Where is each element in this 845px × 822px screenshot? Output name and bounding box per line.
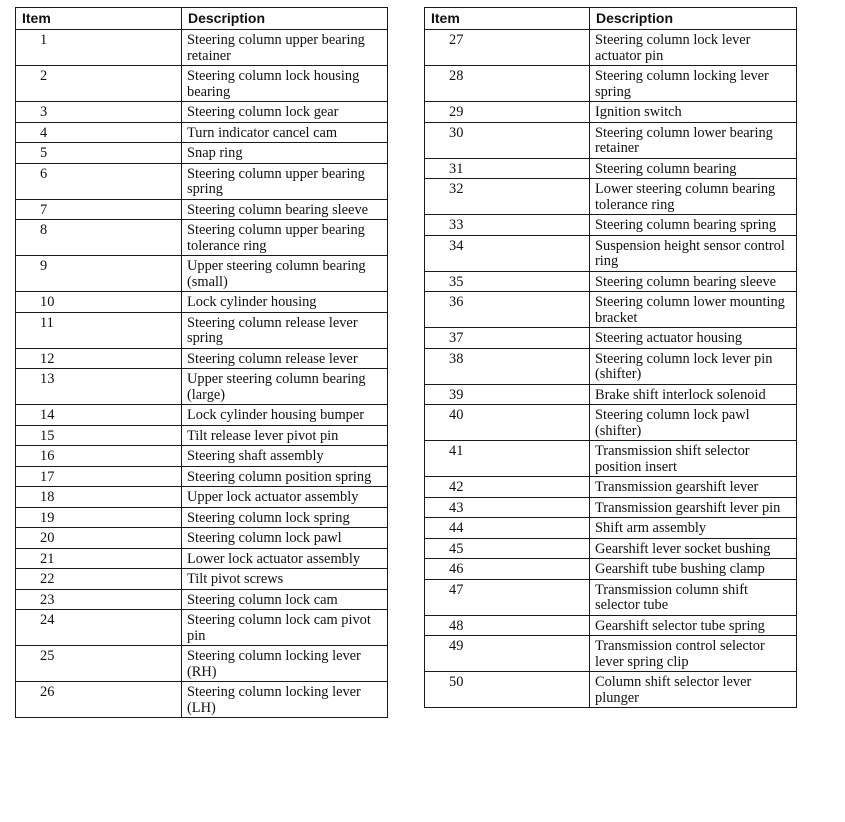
- table-row: [16, 548, 388, 569]
- table-header-row: [425, 8, 797, 30]
- table-row: [16, 589, 388, 610]
- item-description: Steering column bearing sleeve: [182, 199, 388, 220]
- item-description: Steering column lock lever actuator pin: [590, 30, 797, 66]
- item-description: Steering column lower mounting bracket: [590, 292, 797, 328]
- table-header-row: [16, 8, 388, 30]
- parts-table-left: [15, 7, 388, 718]
- item-number: 15: [16, 425, 182, 446]
- item-description: Upper lock actuator assembly: [182, 487, 388, 508]
- table-row: [425, 348, 797, 384]
- item-number: 21: [16, 548, 182, 569]
- item-description: Gearshift tube bushing clamp: [590, 559, 797, 580]
- item-description: Steering column upper bearing spring: [182, 163, 388, 199]
- table-row: [425, 122, 797, 158]
- item-number: 41: [425, 441, 590, 477]
- item-number: 17: [16, 466, 182, 487]
- table-row: [16, 163, 388, 199]
- table-row: [425, 158, 797, 179]
- table-row: [16, 507, 388, 528]
- item-description: Gearshift lever socket bushing: [590, 538, 797, 559]
- item-number: 49: [425, 636, 590, 672]
- item-number: 2: [16, 66, 182, 102]
- item-description: Steering column bearing spring: [590, 215, 797, 236]
- item-number: 28: [425, 66, 590, 102]
- item-description: Steering column upper bearing tolerance ring: [182, 220, 388, 256]
- item-description: Lower lock actuator assembly: [182, 548, 388, 569]
- item-number: 48: [425, 615, 590, 636]
- table-row: [425, 497, 797, 518]
- item-description: Steering column release lever: [182, 348, 388, 369]
- item-description: Steering column locking lever (RH): [182, 646, 388, 682]
- item-number: 45: [425, 538, 590, 559]
- table-row: [16, 466, 388, 487]
- item-number: 30: [425, 122, 590, 158]
- item-number: 3: [16, 102, 182, 123]
- item-description: Steering column bearing sleeve: [590, 271, 797, 292]
- table-row: [425, 405, 797, 441]
- item-description: Steering column lock cam: [182, 589, 388, 610]
- table-row: [16, 405, 388, 426]
- item-description: Steering column lock housing bearing: [182, 66, 388, 102]
- item-number: 1: [16, 30, 182, 66]
- item-description: Lock cylinder housing bumper: [182, 405, 388, 426]
- item-description: Steering column lock spring: [182, 507, 388, 528]
- item-description: Snap ring: [182, 143, 388, 164]
- table-row: [16, 487, 388, 508]
- item-number: 22: [16, 569, 182, 590]
- table-row: [425, 328, 797, 349]
- table-row: [16, 66, 388, 102]
- item-description: Transmission shift selector position insert: [590, 441, 797, 477]
- item-description: Steering column lock pawl: [182, 528, 388, 549]
- item-description: Lock cylinder housing: [182, 292, 388, 313]
- item-number: 29: [425, 102, 590, 123]
- item-number: 10: [16, 292, 182, 313]
- table-row: [425, 179, 797, 215]
- table-row: [16, 30, 388, 66]
- item-description: Gearshift selector tube spring: [590, 615, 797, 636]
- item-number: 11: [16, 312, 182, 348]
- item-number: 12: [16, 348, 182, 369]
- table-row: [16, 143, 388, 164]
- table-row: [425, 30, 797, 66]
- item-number: 6: [16, 163, 182, 199]
- item-description: Steering column lower bearing retainer: [590, 122, 797, 158]
- table-row: [16, 122, 388, 143]
- item-description: Transmission column shift selector tube: [590, 579, 797, 615]
- table-row: [16, 569, 388, 590]
- table-row: [425, 579, 797, 615]
- item-description: Suspension height sensor control ring: [590, 235, 797, 271]
- item-description: Tilt pivot screws: [182, 569, 388, 590]
- item-number: 26: [16, 682, 182, 718]
- table-row: [425, 559, 797, 580]
- item-description: Steering column position spring: [182, 466, 388, 487]
- description-column-header: Description: [182, 8, 388, 30]
- item-description: Steering shaft assembly: [182, 446, 388, 467]
- item-description: Shift arm assembly: [590, 518, 797, 539]
- table-row: [16, 646, 388, 682]
- item-number: 42: [425, 477, 590, 498]
- item-description: Transmission control selector lever spring clip: [590, 636, 797, 672]
- item-description: Transmission gearshift lever: [590, 477, 797, 498]
- item-number: 43: [425, 497, 590, 518]
- item-number: 33: [425, 215, 590, 236]
- table-row: [425, 235, 797, 271]
- table-row: [16, 528, 388, 549]
- item-description: Tilt release lever pivot pin: [182, 425, 388, 446]
- item-description: Steering column locking lever (LH): [182, 682, 388, 718]
- description-column-header: Description: [590, 8, 797, 30]
- item-description: Column shift selector lever plunger: [590, 672, 797, 708]
- table-row: [16, 256, 388, 292]
- item-column-header: Item: [16, 8, 182, 30]
- table-row: [425, 518, 797, 539]
- item-number: 39: [425, 384, 590, 405]
- item-number: 46: [425, 559, 590, 580]
- table-body-right: [425, 30, 797, 708]
- table-row: [16, 312, 388, 348]
- parts-table-right: [424, 7, 797, 708]
- item-description: Steering actuator housing: [590, 328, 797, 349]
- item-description: Lower steering column bearing tolerance ring: [590, 179, 797, 215]
- item-number: 36: [425, 292, 590, 328]
- table-row: [425, 636, 797, 672]
- table-body-left: [16, 30, 388, 718]
- item-number: 5: [16, 143, 182, 164]
- table-row: [425, 384, 797, 405]
- item-number: 20: [16, 528, 182, 549]
- item-number: 32: [425, 179, 590, 215]
- item-number: 40: [425, 405, 590, 441]
- item-description: Steering column lock cam pivot pin: [182, 610, 388, 646]
- item-number: 8: [16, 220, 182, 256]
- item-description: Upper steering column bearing (large): [182, 369, 388, 405]
- item-number: 19: [16, 507, 182, 528]
- table-row: [16, 199, 388, 220]
- item-number: 50: [425, 672, 590, 708]
- table-row: [16, 446, 388, 467]
- item-number: 25: [16, 646, 182, 682]
- item-number: 9: [16, 256, 182, 292]
- item-description: Steering column lock lever pin (shifter): [590, 348, 797, 384]
- item-description: Transmission gearshift lever pin: [590, 497, 797, 518]
- table-row: [425, 672, 797, 708]
- table-row: [425, 66, 797, 102]
- item-number: 18: [16, 487, 182, 508]
- item-number: 38: [425, 348, 590, 384]
- item-number: 13: [16, 369, 182, 405]
- item-description: Upper steering column bearing (small): [182, 256, 388, 292]
- item-number: 4: [16, 122, 182, 143]
- item-number: 7: [16, 199, 182, 220]
- table-row: [425, 538, 797, 559]
- item-description: Steering column bearing: [590, 158, 797, 179]
- table-row: [425, 102, 797, 123]
- table-row: [425, 292, 797, 328]
- table-row: [16, 292, 388, 313]
- item-number: 24: [16, 610, 182, 646]
- item-number: 31: [425, 158, 590, 179]
- table-row: [16, 425, 388, 446]
- item-description: Steering column lock pawl (shifter): [590, 405, 797, 441]
- item-description: Steering column release lever spring: [182, 312, 388, 348]
- item-number: 27: [425, 30, 590, 66]
- item-number: 44: [425, 518, 590, 539]
- item-description: Steering column locking lever spring: [590, 66, 797, 102]
- table-row: [425, 441, 797, 477]
- item-number: 37: [425, 328, 590, 349]
- table-row: [16, 682, 388, 718]
- item-number: 23: [16, 589, 182, 610]
- table-row: [425, 615, 797, 636]
- item-description: Brake shift interlock solenoid: [590, 384, 797, 405]
- table-row: [16, 220, 388, 256]
- item-number: 47: [425, 579, 590, 615]
- item-description: Ignition switch: [590, 102, 797, 123]
- table-row: [16, 102, 388, 123]
- item-number: 34: [425, 235, 590, 271]
- item-number: 16: [16, 446, 182, 467]
- item-description: Steering column lock gear: [182, 102, 388, 123]
- table-row: [16, 348, 388, 369]
- item-description: Turn indicator cancel cam: [182, 122, 388, 143]
- table-row: [16, 369, 388, 405]
- item-number: 14: [16, 405, 182, 426]
- table-row: [16, 610, 388, 646]
- table-row: [425, 271, 797, 292]
- table-row: [425, 215, 797, 236]
- item-description: Steering column upper bearing retainer: [182, 30, 388, 66]
- item-column-header: Item: [425, 8, 590, 30]
- item-number: 35: [425, 271, 590, 292]
- table-row: [425, 477, 797, 498]
